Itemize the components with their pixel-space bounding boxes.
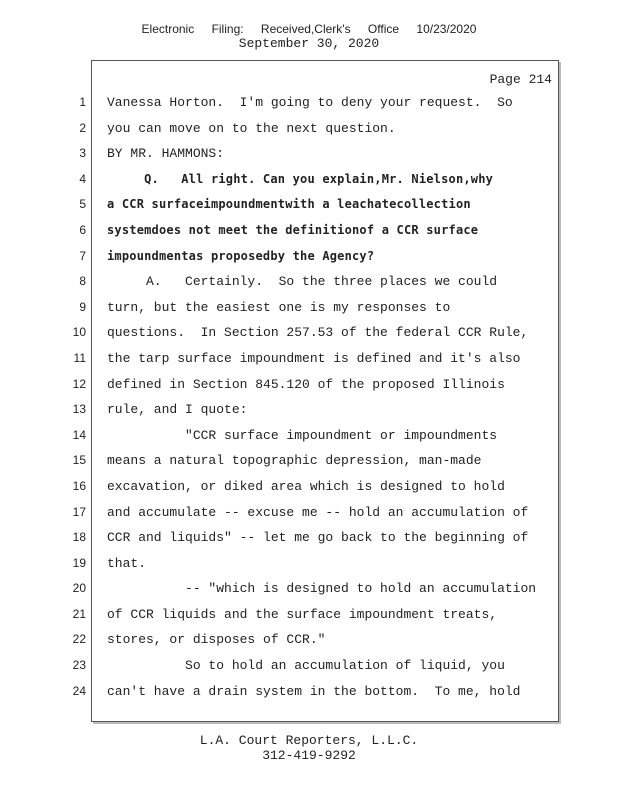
- transcript-line: that.: [107, 555, 147, 571]
- transcript-line: can't have a drain system in the bottom. To me, hold: [107, 683, 521, 699]
- transcript-line: turn, but the easiest one is my responses to: [107, 299, 451, 315]
- line-number: 8: [79, 274, 86, 289]
- line-number: 9: [79, 299, 86, 314]
- line-number: 23: [72, 658, 86, 673]
- filing-part: Filing:: [211, 22, 244, 36]
- filing-part: Office: [367, 22, 400, 36]
- filing-stamp: [0, 22, 618, 36]
- transcript-line: Q. All right. Can you explain,Mr. Nielson,why: [107, 171, 494, 186]
- filing-part: 10/23/2020: [416, 22, 477, 36]
- line-number: 10: [72, 325, 86, 340]
- transcript-line: A. Certainly. So the three places we could: [107, 274, 498, 290]
- reporter-phone: 312-419-9292: [262, 748, 356, 763]
- line-number: 17: [72, 504, 86, 519]
- transcript-date: September 30, 2020: [238, 36, 380, 51]
- transcript-line: means a natural topographic depression, man-made: [107, 453, 482, 469]
- transcript-line: you can move on to the next question.: [107, 120, 396, 136]
- line-number: 16: [72, 478, 86, 493]
- transcript-line: BY MR. HAMMONS:: [107, 146, 225, 162]
- line-number: 22: [72, 632, 86, 647]
- line-number: 15: [72, 453, 86, 468]
- transcript-line: and accumulate -- excuse me -- hold an accumulation of: [107, 504, 529, 520]
- transcript-line: Vanessa Horton. I'm going to deny your request. So: [107, 95, 513, 110]
- footer: [0, 733, 618, 763]
- transcript-line: questions. In Section 257.53 of the federal CCR Rule,: [107, 325, 529, 341]
- line-number: 12: [72, 376, 86, 391]
- transcript-line: rule, and I quote:: [107, 402, 248, 418]
- line-number: 24: [72, 683, 86, 698]
- transcript-line: defined in Section 845.120 of the proposed Illinois: [107, 376, 505, 392]
- line-number: 19: [72, 555, 86, 570]
- line-number: 20: [72, 581, 86, 596]
- line-number: 21: [72, 606, 86, 621]
- line-number: 2: [79, 120, 86, 135]
- transcript-line: excavation, or diked area which is designed to hold: [107, 478, 505, 494]
- page-number: Page 214: [489, 72, 552, 87]
- transcript-line: a CCR surfaceimpoundmentwith a leachatecollection: [107, 197, 471, 212]
- line-number: 11: [73, 350, 86, 365]
- transcript-text: [107, 90, 547, 704]
- transcript-line: of CCR liquids and the surface impoundment treats,: [107, 606, 498, 622]
- reporter-company: L.A. Court Reporters, L.L.C.: [199, 733, 419, 748]
- transcript-line: CCR and liquids" -- let me go back to the beginning of: [107, 530, 529, 546]
- transcript-line: systemdoes not meet the definitionof a CCR surface: [107, 222, 479, 237]
- filing-part: Received,Clerk's: [260, 22, 351, 36]
- line-number: 18: [72, 530, 86, 545]
- line-number: 14: [72, 427, 86, 442]
- transcript-line: -- "which is designed to hold an accumulation: [107, 581, 537, 597]
- line-number: 5: [79, 197, 86, 212]
- line-number: 4: [79, 171, 86, 186]
- transcript-line: "CCR surface impoundment or impoundments: [107, 427, 498, 443]
- line-number: 3: [79, 146, 86, 161]
- filing-part: Electronic: [141, 22, 195, 36]
- transcript-line: impoundmentas proposedby the Agency?: [107, 248, 375, 263]
- transcript-line: So to hold an accumulation of liquid, you: [107, 658, 505, 674]
- line-number-column: [60, 90, 86, 704]
- transcript-line: the tarp surface impoundment is defined and it's also: [107, 350, 521, 366]
- line-number: 13: [72, 402, 86, 417]
- line-number: 1: [79, 95, 86, 109]
- line-number: 7: [79, 248, 86, 263]
- transcript-line: stores, or disposes of CCR.": [107, 632, 326, 648]
- line-number: 6: [79, 222, 86, 237]
